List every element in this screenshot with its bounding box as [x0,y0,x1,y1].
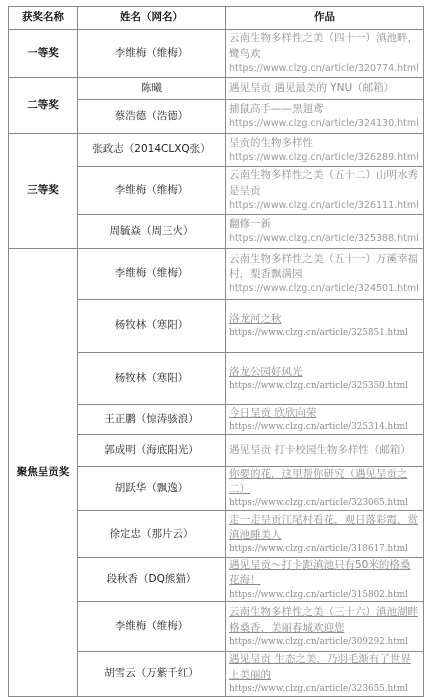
work-title: 遇见呈贡 遇见最美的 YNU（邮箱） [229,81,395,94]
table-row [9,78,424,100]
work-cell [226,300,424,353]
work-link[interactable]: https://www.clzg.cn/article/309292.html [229,636,408,647]
prize-second: 二等奖 [9,78,78,134]
table-row [9,134,424,167]
work-title[interactable]: 走一走呈贡江尾村看花，观日落彩霞，赏滇池睡美人 [229,513,418,541]
work-cell [226,558,424,602]
table-row [9,30,424,78]
prize-first: 一等奖 [9,30,78,78]
work-title[interactable]: 你要的花，这里帮你研究（遇见呈贡之二） [229,468,408,496]
work-title: 云南生物多样性之美（五十一）万溪幸福村，梨香飘满园 [229,252,418,281]
winner-name: 杨牧林（寒阳） [78,353,226,405]
winner-name: 杨牧林（寒阳） [78,300,226,353]
work-title[interactable]: 遇见呈贡 生态之美，乃羽毛渐有了世界上美丽的 [229,653,411,681]
prize-third: 三等奖 [9,134,78,249]
table-row [9,249,424,300]
work-link[interactable]: https://www.clzg.cn/article/318617.html [229,544,408,555]
work-link[interactable]: https://www.clzg.cn/article/326111.html [229,199,419,211]
winner-name: 张政志（2014CLXQ张） [78,134,226,167]
work-link[interactable]: https://www.clzg.cn/article/324501.html [229,283,419,295]
work-cell [226,652,424,696]
work-cell [226,100,424,134]
work-cell [226,249,424,300]
work-link[interactable]: https://www.clzg.cn/article/324130.html [229,118,419,130]
prize-focus-chenggong: 聚焦呈贡奖 [9,249,78,697]
work-cell [226,602,424,652]
winner-name: 陈曦 [78,78,226,100]
work-link[interactable]: https://www.clzg.cn/article/325314.html [229,421,408,432]
work-title: 翻修一新 [229,218,271,230]
work-cell [226,134,424,167]
winner-name: 李维梅（维梅） [78,249,226,300]
winner-name: 郭成明（海底阳光） [78,435,226,467]
header-work: 作品 [226,7,424,30]
work-link[interactable]: https://www.clzg.cn/article/323655.html [229,683,408,694]
work-link[interactable]: https://www.clzg.cn/article/320774.html [229,62,419,74]
winner-name: 胡雪云（万紫千红） [78,652,226,696]
work-title: 云南生物多样性之美（五十二）山明水秀是呈贡 [229,169,418,197]
work-cell [226,405,424,435]
work-title[interactable]: 云南生物多样性之美（三十六）滇池湖畔格桑香，美丽春城欢迎您 [229,606,418,634]
awards-table [8,6,424,697]
winner-name: 李维梅（维梅） [78,30,226,78]
work-cell [226,215,424,249]
work-cell [226,435,424,467]
work-title: 云南生物多样性之美（四十一）滇池畔，鹭鸟欢 [229,32,418,60]
work-cell [226,467,424,511]
work-title[interactable]: 今日呈贡 欣欣向荣 [229,406,317,419]
work-title[interactable]: 洛龙河之秋 [229,313,282,326]
work-link[interactable]: https://www.clzg.cn/article/323065.html [229,498,408,509]
table-header-row [9,7,424,30]
work-link[interactable]: https://www.clzg.cn/article/325388.html [229,233,419,245]
work-title: 捕鼠高手——黑翅鸢 [229,103,324,115]
work-cell [226,353,424,405]
work-cell [226,511,424,558]
winner-name: 胡跃华（飘逸） [78,467,226,511]
header-prize: 获奖名称 [9,7,78,30]
header-name: 姓名（网名） [78,7,226,30]
work-link[interactable]: https://www.clzg.cn/article/325851.html [229,328,408,339]
work-cell [226,167,424,215]
winner-name: 徐定忠（那片云） [78,511,226,558]
work-cell [226,78,424,100]
winner-name: 王正鹏（惊涛骇浪） [78,405,226,435]
winner-name: 周毓焱（周三火） [78,215,226,249]
winner-name: 李维梅（维梅） [78,602,226,652]
work-title[interactable]: 遇见呈贡～打卡距滇池只有50米的格桑花海！ [229,559,411,587]
work-link[interactable]: https://www.clzg.cn/article/325350.html [229,380,408,391]
work-title[interactable]: 洛龙公园好风光 [229,365,303,378]
winner-name: 段秋香（DQ熊猫） [78,558,226,602]
winner-name: 蔡浩德（浩德） [78,100,226,134]
work-link[interactable]: https://www.clzg.cn/article/326289.html [229,151,419,163]
work-cell [226,30,424,78]
work-title: 呈贡的生物多样性 [229,136,313,149]
work-title: 遇见呈贡 打卡校园生物多样性（邮箱） [229,443,411,456]
winner-name: 李维梅（维梅） [78,167,226,215]
work-link[interactable]: https://www.clzg.cn/article/315802.html [229,589,408,600]
